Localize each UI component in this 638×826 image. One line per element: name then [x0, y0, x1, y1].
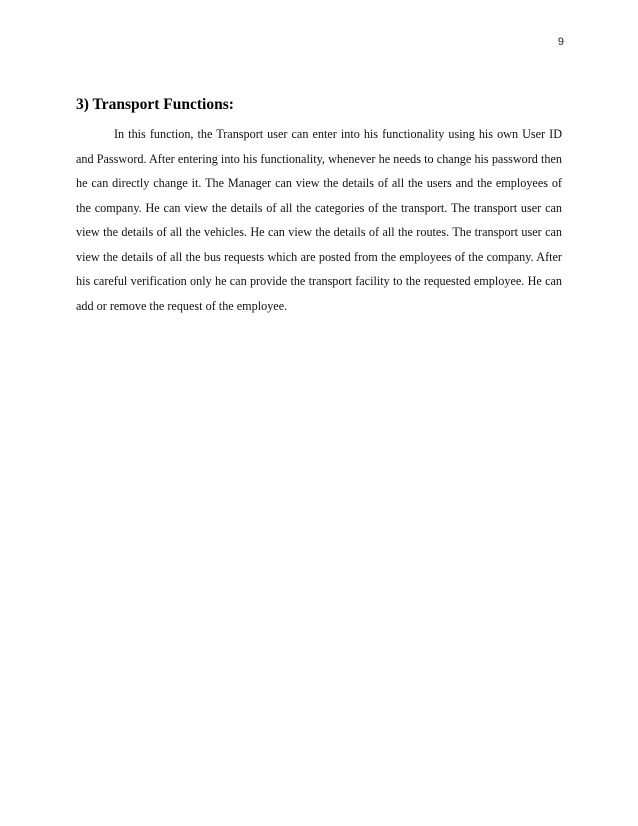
section-heading: 3) Transport Functions:	[76, 96, 234, 113]
section-paragraph: In this function, the Transport user can enter into his functionality using his own User ID and Password. After entering into his functionality, whenever he needs to change his password then he can directly change it. The Manager can view the details of all the users and the employees of the company. He can view the details of all the categories of the transport. The transport user can view the details of all the vehicles. He can view the details of all the routes. The transport user can view the details of all the bus requests which are posted from the employees of the company. After his careful verification only he can provide the transport facility to the requested employee. He can add or remove the request of the employee.	[76, 127, 562, 313]
page-number: 9	[557, 36, 564, 48]
